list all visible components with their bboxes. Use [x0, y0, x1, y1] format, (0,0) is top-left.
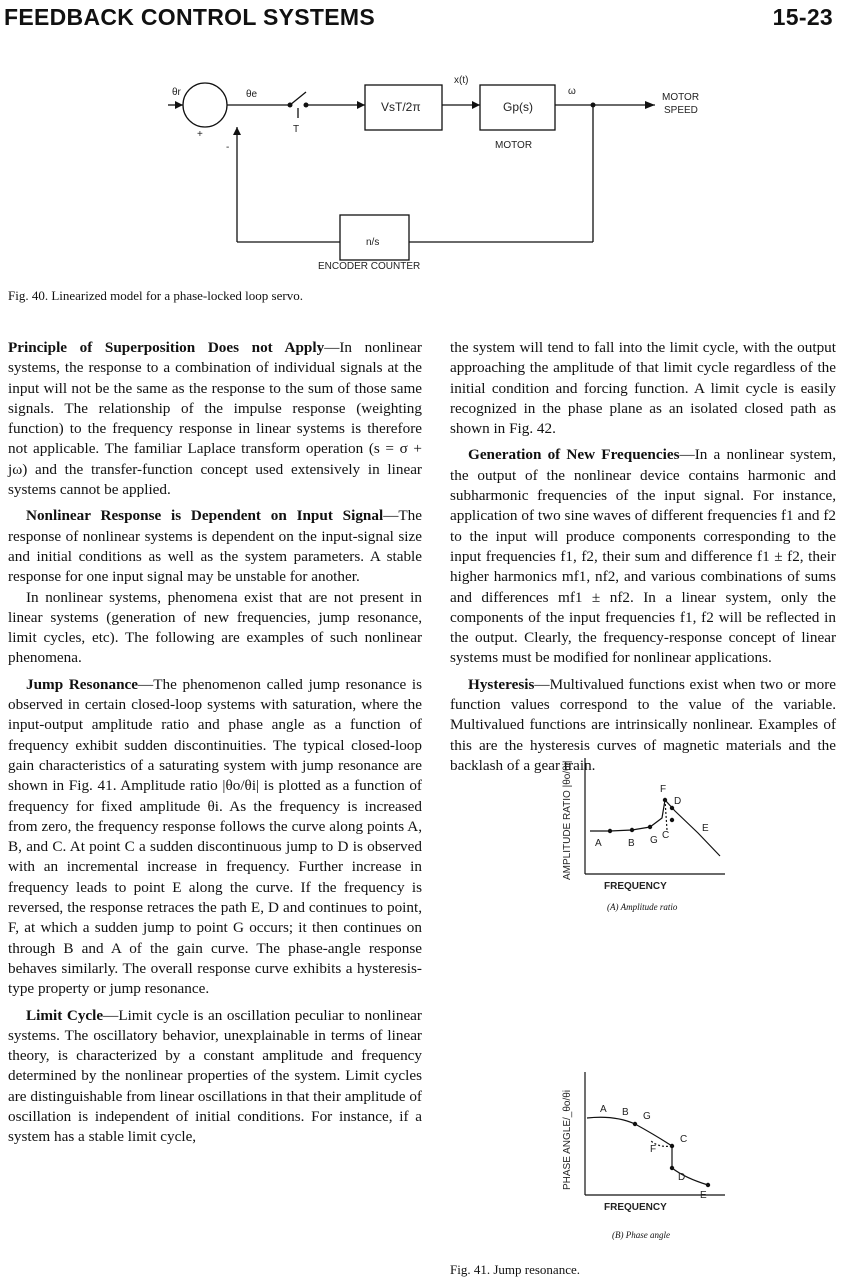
heading-nonlinear-response: Nonlinear Response is Dependent on Input Signal	[26, 507, 384, 525]
fig41a-ylabel: AMPLITUDE RATIO |θo/θi|	[562, 760, 573, 880]
fig41-caption: Fig. 41. Jump resonance.	[450, 1262, 580, 1277]
body-nonlinear-phenomena: In nonlinear systems, phenomena exist that are not present in linear systems (generation of new frequencies, jump resonance, limit cycles, etc). The following are examples of such nonlinear phenomena.	[8, 588, 422, 667]
body-new-frequencies: —In a nonlinear system, the output of the nonlinear device contains harmonic and subharmonic frequencies of the input signal. For instance, application of two sine waves of different frequencies f1 and f2 to the input will produce components corresponding to the input frequencies f1, f2, their sum and difference f1 ± f2, their higher harmonics mf1, nf2, and various combinations of sums and differences mf1 ± nf2. In a linear system, only the components of the input frequencies f1, f2 will be reflected in the output. Clearly, the frequency-response concept of linear systems must be modified for nonlinear applications.	[450, 446, 837, 667]
fig41a-point-d: D	[674, 796, 682, 807]
fig41a-amplitude-plot	[540, 748, 740, 898]
label-out1: MOTOR	[662, 92, 700, 103]
fig41a-point-e: E	[702, 823, 709, 834]
fig41b-subcaption: (B) Phase angle	[612, 1230, 670, 1240]
left-column	[8, 338, 422, 1148]
body-limit-cycle-cont: the system will tend to fall into the limit cycle, with the output approaching the amplitude of that limit cycle regardless of the initial condition and forcing function. A limit cycle is easily recognized in the phase plane as an isolated closed path as shown in Fig. 42.	[450, 339, 836, 438]
label-minus: -	[226, 142, 230, 153]
label-encoder: ENCODER COUNTER	[318, 261, 421, 272]
fig40-block-diagram	[0, 70, 847, 290]
label-xt: x(t)	[454, 75, 469, 86]
fig41a-point-g: G	[650, 835, 658, 846]
label-theta-e: θe	[246, 89, 258, 100]
heading-jump-resonance: Jump Resonance	[26, 675, 139, 693]
summing-junction	[183, 83, 227, 127]
label-plus: +	[197, 129, 203, 140]
heading-new-frequencies: Generation of New Frequencies	[468, 446, 680, 464]
fig41b-xlabel: FREQUENCY	[604, 1202, 667, 1213]
body-superposition: —In nonlinear systems, the response to a combination of individual signals at the input will not be the same as the response to the sum of those same signals. The relationship of the impulse response (weighting function) to the frequency response in linear systems is therefore not applicable. The familiar Laplace transform operation (s = σ + jω) and the transfer-function concept used extensively in linear systems cannot be applied.	[8, 339, 422, 499]
body-limit-cycle: —Limit cycle is an oscillation peculiar to nonlinear systems. The oscillatory behavior, unexplainable in terms of linear theory, is characterized by a constant amplitude and frequency determined by the nonlinear properties of the system. Limit cycles are distinguishable from linear oscillations in that their amplitude of oscillation is independent of initial conditions. For instance, if a system has a stable limit cycle,	[8, 1006, 422, 1146]
fig41a-point-a: A	[595, 838, 602, 849]
fig41b-point-d: D	[678, 1172, 686, 1183]
fig41a-subcaption: (A) Amplitude ratio	[607, 902, 678, 912]
label-switch-t: T	[293, 124, 300, 135]
fig41b-point-b: B	[622, 1107, 629, 1118]
right-column	[450, 338, 836, 776]
label-theta-r: θr	[172, 87, 181, 98]
body-nonlinear-response: —The response of nonlinear systems is dependent on the input-signal size and initial conditions as well as the system parameters. A stable response for one input signal may be unstable for another.	[8, 507, 422, 586]
fig41b-point-e: E	[700, 1190, 707, 1201]
label-block1: VsT/2π	[381, 100, 421, 114]
running-header-title: FEEDBACK CONTROL SYSTEMS	[4, 4, 375, 30]
fig41b-point-g: G	[643, 1111, 651, 1122]
fig41a-xlabel: FREQUENCY	[604, 881, 667, 892]
fig40-caption: Fig. 40. Linearized model for a phase-locked loop servo.	[8, 288, 303, 303]
fig41b-point-a: A	[600, 1104, 607, 1115]
heading-hysteresis: Hysteresis	[468, 675, 535, 693]
label-block3: n/s	[366, 237, 380, 248]
heading-limit-cycle: Limit Cycle	[26, 1006, 104, 1024]
body-hysteresis: —Multivalued functions exist when two or more function values correspond to the value of the variable. Multivalued functions are intrinsically nonlinear. Examples of this are the hysteresis curves of magnetic materials and the backlash of a gear train.	[450, 675, 836, 774]
heading-superposition: Principle of Superposition Does not Apply	[8, 339, 325, 356]
fig41a-point-b: B	[628, 838, 635, 849]
label-motor: MOTOR	[495, 140, 533, 151]
label-out2: SPEED	[664, 105, 698, 116]
label-omega: ω	[568, 86, 576, 97]
fig41a-point-f: F	[660, 784, 667, 795]
fig41b-point-c: C	[680, 1134, 688, 1145]
body-jump-resonance: —The phenomenon called jump resonance is observed in certain closed-loop systems with saturation, where the input-output amplitude ratio and phase angle as a function of frequency exhibit sudden discontinuities. The typical closed-loop gain characteristics of a saturating system with jump resonance are shown in Fig. 41. Amplitude ratio |θo/θi| is plotted as a function of frequency for fixed amplitude θi. As the frequency is increased from zero, the frequency response follows the curve along points A, B, and C. At point C a sudden discontinuous jump to D is observed with an incremental increase in frequency. Further increase in frequency leads to point E along the curve. If the frequency is reversed, the response retraces the path E, D and continues to point, F, at which a sudden jump to point G occurs; it then continues on through B and A of the gain curve. The phase-angle response behaves similarly. The overall response curve exhibits a hysteresis-type property or jump resonance.	[8, 675, 422, 998]
label-block2: Gp(s)	[503, 100, 533, 114]
fig41b-point-f: F	[650, 1144, 657, 1155]
page-number: 15-23	[772, 4, 833, 30]
fig41b-ylabel: PHASE ANGLE/_θo/θi	[562, 1089, 573, 1190]
fig41a-point-c: C	[662, 830, 670, 841]
fig41b-phase-plot	[540, 1060, 740, 1220]
